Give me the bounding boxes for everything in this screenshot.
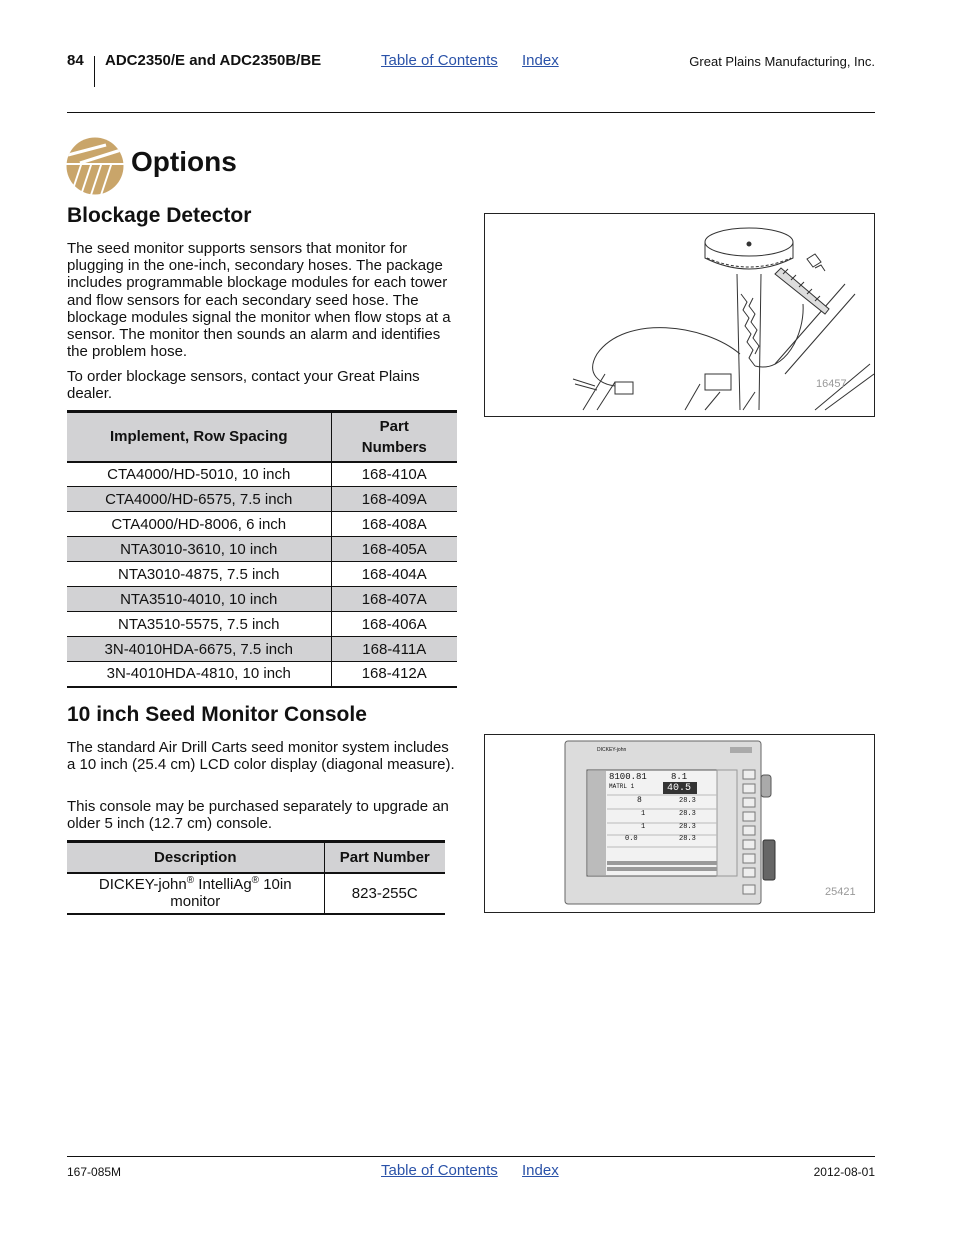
part-number-cell: 168-412A [331,662,457,687]
section-title: Options [131,146,237,177]
part-number-cell: 168-407A [331,587,457,612]
screen-value-1: 8100.81 [609,772,647,782]
monitor-brand: DICKEY-john [597,747,627,753]
part-number-cell: 168-408A [331,512,457,537]
header-index-link[interactable]: Index [522,52,559,69]
table-row [67,637,457,662]
blockage-paragraph-2: To order blockage sensors, contact your Great Plains dealer. [67,368,420,403]
console-paragraph-1: The standard Air Drill Carts seed monitor system includes a 10 inch (25.4 cm) LCD color display (diagonal measure). [67,739,455,774]
footer-toc-link[interactable]: Table of Contents [381,1162,498,1179]
desc-size: 10in [259,876,292,893]
table-header-implement: Implement, Row Spacing [67,412,331,462]
table-header-description: Description [67,842,324,873]
part-header-line1: Part [379,417,409,435]
part-number-cell: 168-411A [331,637,457,662]
doc-number: 167-085M [67,1165,122,1179]
table-row [67,587,457,612]
console-paragraph-2: This console may be purchased separately to upgrade an older 5 inch (12.7 cm) console. [67,798,449,833]
table-row [67,562,457,587]
console-parts-table [67,840,445,915]
part-number-cell: 168-404A [331,562,457,587]
figure-number: 25421 [825,886,856,898]
part-number-cell: 168-409A [331,487,457,512]
company-name: Great Plains Manufacturing, Inc. [689,54,875,69]
registered-mark: ® [251,875,260,886]
screen-value-4: 8 [637,796,642,805]
table-row [67,462,457,487]
table-row [67,487,457,512]
header-divider [94,56,95,87]
description-cell [67,873,324,914]
implement-cell: CTA4000/HD-8006, 6 inch [67,512,331,537]
screen-row-value: 28.3 [679,835,696,843]
screen-value-5: 1 [641,810,646,818]
screen-value-3: 40.5 [667,783,692,794]
implement-cell: 3N-4010HDA-6675, 7.5 inch [67,637,331,662]
doc-date: 2012-08-01 [813,1165,875,1179]
header-rule [67,112,875,113]
implement-cell: CTA4000/HD-5010, 10 inch [67,462,331,487]
desc-product: IntelliAg [194,876,252,893]
screen-row-value: 28.3 [679,810,696,818]
table-header-part-number: Part Number [324,842,445,873]
blockage-sensor-figure [484,213,875,417]
implement-cell: NTA3010-3610, 10 inch [67,537,331,562]
part-number-cell: 168-410A [331,462,457,487]
screen-value-7: 0.0 [625,835,638,843]
part-number-cell: 168-405A [331,537,457,562]
screen-value-2: 8.1 [671,772,688,782]
monitor-console-figure [484,734,875,913]
part-header-line2: Numbers [361,438,427,456]
blockage-parts-table [67,410,457,688]
registered-mark: ® [186,875,195,886]
table-row [67,612,457,637]
implement-cell: NTA3510-5575, 7.5 inch [67,612,331,637]
desc-brand: DICKEY-john [98,876,187,893]
table-header-part-numbers [331,412,457,462]
great-plains-logo-icon [66,137,124,195]
screen-value-6: 1 [641,823,646,831]
implement-cell: NTA3010-4875, 7.5 inch [67,562,331,587]
console-heading: 10 inch Seed Monitor Console [67,703,367,726]
figure-number: 16457 [816,378,847,390]
table-row [67,662,457,687]
screen-label-1: MATRL 1 [609,783,635,790]
table-row [67,873,445,914]
blockage-paragraph-1: The seed monitor supports sensors that monitor for plugging in the one-inch, secondary hoses. The package includes programmable blockage modules for each tower and flow sensors for each secondary seed hose. The blockage modules signal the monitor when flow stops at a sensor. The monitor then sounds an alarm and identifies the problem hose. [67,240,451,361]
blockage-heading: Blockage Detector [67,204,252,227]
manual-title: ADC2350/E and ADC2350B/BE [105,52,322,69]
page-number: 84 [67,52,84,69]
footer-index-link[interactable]: Index [522,1162,559,1179]
screen-row-value: 28.3 [679,823,696,831]
part-number-cell: 823-255C [324,873,445,914]
implement-cell: CTA4000/HD-6575, 7.5 inch [67,487,331,512]
desc-line2: monitor [170,893,221,910]
footer-rule [67,1156,875,1157]
table-row [67,537,457,562]
part-number-cell: 168-406A [331,612,457,637]
table-row [67,512,457,537]
implement-cell: NTA3510-4010, 10 inch [67,587,331,612]
implement-cell: 3N-4010HDA-4810, 10 inch [67,662,331,687]
header-toc-link[interactable]: Table of Contents [381,52,498,69]
screen-row-value: 28.3 [679,797,696,805]
